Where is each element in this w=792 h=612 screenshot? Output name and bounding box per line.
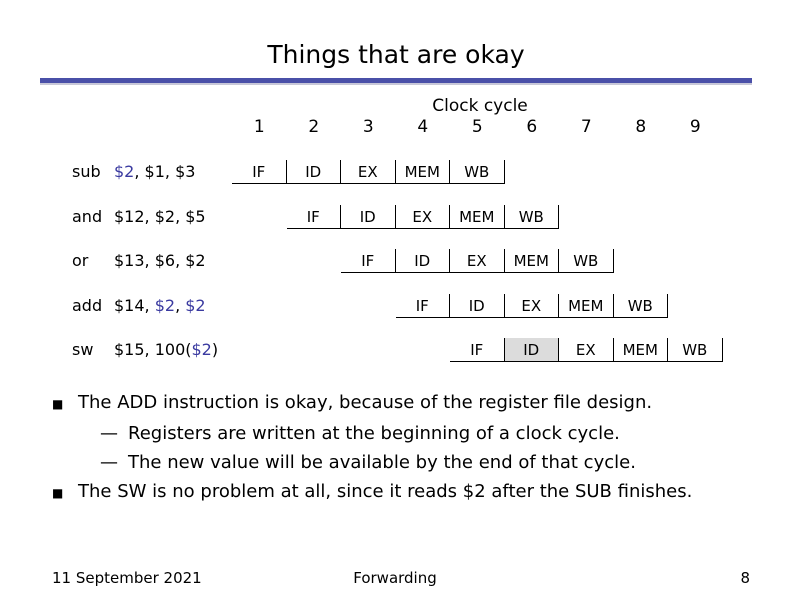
operand-text: $12, $2, $5 xyxy=(114,206,206,226)
opcode: and xyxy=(72,206,103,226)
cycle-number-6: 6 xyxy=(526,117,538,137)
stage-mem-cell: MEM xyxy=(396,160,451,184)
stage-if-cell: IF xyxy=(287,205,342,229)
clock-cycle-label: Clock cycle xyxy=(432,96,528,116)
stage-if-cell: IF xyxy=(341,249,396,273)
cycle-number-3: 3 xyxy=(362,117,374,137)
stage-if-cell: IF xyxy=(450,338,505,362)
cycle-number-5: 5 xyxy=(471,117,483,137)
stage-mem-cell: MEM xyxy=(450,205,505,229)
stage-mem-cell: MEM xyxy=(559,294,614,318)
operand-text: ) xyxy=(211,340,219,359)
stage-wb-cell: WB xyxy=(505,205,560,229)
footer-topic: Forwarding xyxy=(353,569,437,587)
cycle-number-9: 9 xyxy=(689,117,701,137)
stage-id-cell: ID xyxy=(450,294,505,318)
stage-ex-cell: EX xyxy=(559,338,614,362)
instruction-sw xyxy=(72,340,218,359)
register-highlight: $2 xyxy=(114,162,135,181)
register-highlight: $2 xyxy=(191,340,212,359)
stage-ex-cell: EX xyxy=(505,294,560,318)
bullet-item xyxy=(52,388,692,419)
square-bullet-icon: ■ xyxy=(52,486,64,500)
stage-ex-cell: EX xyxy=(341,160,396,184)
instruction-add xyxy=(72,296,206,315)
dash-bullet-icon: — xyxy=(100,423,118,444)
bullet-item xyxy=(52,477,692,508)
footer-page-number: 8 xyxy=(740,569,750,587)
bullet-item xyxy=(52,419,692,448)
stage-ex-cell: EX xyxy=(450,249,505,273)
bullet-text: Registers are written at the beginning of a clock cycle. xyxy=(128,423,620,444)
slide-title: Things that are okay xyxy=(267,40,525,69)
stage-id-cell: ID xyxy=(341,205,396,229)
stage-mem-cell: MEM xyxy=(614,338,669,362)
bullet-item xyxy=(52,448,692,477)
register-highlight: $2 xyxy=(154,295,176,315)
instruction-or xyxy=(72,251,206,270)
stage-wb-cell: WB xyxy=(614,294,669,318)
stage-if-cell: IF xyxy=(396,294,451,318)
stage-id-cell: ID xyxy=(396,249,451,273)
register-highlight: $2 xyxy=(185,295,206,315)
stage-id-cell: ID xyxy=(505,338,560,362)
cycle-number-2: 2 xyxy=(308,117,320,137)
opcode: or xyxy=(72,251,89,270)
bullet-list xyxy=(52,388,692,508)
cycle-number-1: 1 xyxy=(253,117,265,137)
operand-text: $14, xyxy=(114,295,155,315)
title-divider xyxy=(40,78,752,85)
bullet-text: The new value will be available by the end of that cycle. xyxy=(128,452,636,473)
stage-wb-cell: WB xyxy=(668,338,723,362)
operand-text: , xyxy=(175,295,186,315)
dash-bullet-icon: — xyxy=(100,452,118,473)
stage-wb-cell: WB xyxy=(559,249,614,273)
stage-if-cell: IF xyxy=(232,160,287,184)
square-bullet-icon: ■ xyxy=(52,397,64,411)
stage-ex-cell: EX xyxy=(396,205,451,229)
cycle-number-8: 8 xyxy=(635,117,647,137)
stage-mem-cell: MEM xyxy=(505,249,560,273)
instruction-sub xyxy=(72,162,195,181)
opcode: add xyxy=(72,295,103,315)
stage-wb-cell: WB xyxy=(450,160,505,184)
footer-date: 11 September 2021 xyxy=(52,569,202,587)
bullet-text: The SW is no problem at all, since it reads $2 after the SUB finishes. xyxy=(78,481,693,502)
stage-id-cell: ID xyxy=(287,160,342,184)
opcode: sub xyxy=(72,162,101,181)
operand-text: $15, 100( xyxy=(114,340,192,359)
cycle-number-7: 7 xyxy=(580,117,592,137)
cycle-number-4: 4 xyxy=(417,117,429,137)
instruction-and xyxy=(72,207,206,226)
bullet-text: The ADD instruction is okay, because of the register file design. xyxy=(78,392,653,413)
opcode: sw xyxy=(72,340,94,359)
operand-text: , $1, $3 xyxy=(134,162,196,181)
operand-text: $13, $6, $2 xyxy=(114,251,206,270)
